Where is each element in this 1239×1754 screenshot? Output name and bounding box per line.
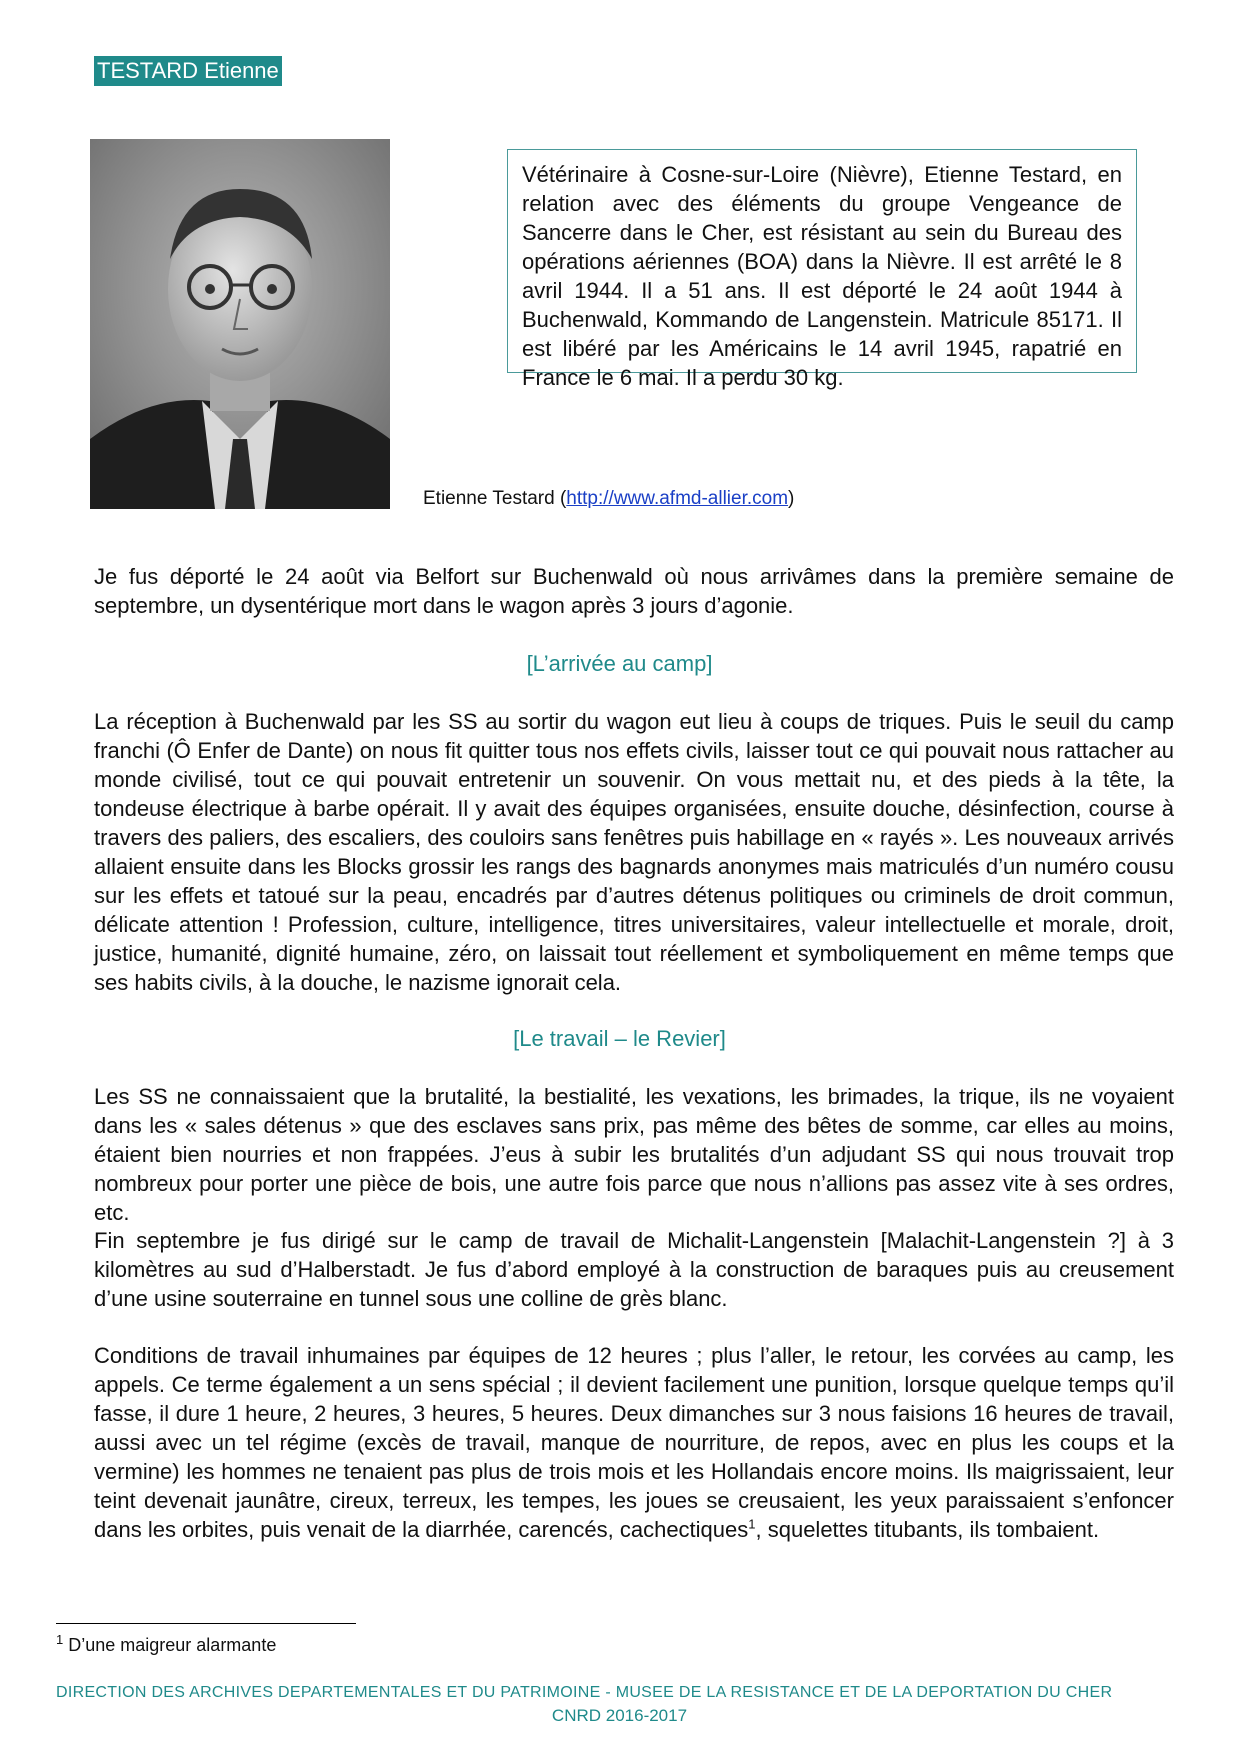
section-heading-arrival: [L’arrivée au camp] — [526, 651, 713, 676]
footnote-text: D’une maigreur alarmante — [63, 1635, 277, 1655]
footer-institution: DIRECTION DES ARCHIVES DEPARTEMENTALES ET DU PATRIMOINE - MUSEE DE LA RESISTANCE ET DE LA DEPORTATION DU CHER — [56, 1684, 1113, 1701]
footnote-number: 1 — [56, 1632, 64, 1647]
page-title: TESTARD Etienne — [94, 56, 282, 86]
paragraph-conditions — [94, 1341, 1174, 1544]
paragraph-deportation: Je fus déporté le 24 août via Belfort sur Buchenwald où nous arrivâmes dans la première semaine de septembre, un dysentérique mort dans le wagon après 3 jours d’agonie. — [94, 564, 1174, 618]
caption-link[interactable]: http://www.afmd-allier.com — [566, 488, 789, 509]
paragraph-arrival: La réception à Buchenwald par les SS au sortir du wagon eut lieu à coups de triques. Puis le seuil du camp franchi (Ô Enfer de Dante) on nous fit quitter tous nos effets civils, laisser tout ce qui pouvait nous rattacher au monde civilisé, tout ce qui pouvait entretenir un souvenir. On vous mettait nu, et des pieds à la tête, la tondeuse électrique à barbe opérait. Il y avait des équipes organisées, ensuite douche, désinfection, course à travers des paliers, des escaliers, des couloirs sans fenêtres puis habillage en « rayés ». Les nouveaux arrivés allaient ensuite dans les Blocks grossir les rangs des bagnards anonymes mais matriculés d’un numéro cousu sur les effets et tatoué sur la peau, encadrés par d’autres détenus politiques ou criminels de droit commun, délicate attention ! Profession, culture, intelligence, titres universitaires, valeur intellectuelle et morale, droit, justice, humanité, dignité humaine, zéro, on laissait tout réellement et symboliquement en même temps que ses habits civils, à la douche, le nazisme ignorait cela. — [94, 709, 1174, 995]
footnote-divider — [56, 1623, 356, 1624]
caption-label: Etienne Testard ( — [423, 488, 567, 509]
conditions-text: Conditions de travail inhumaines par équipes de 12 heures ; plus l’aller, le retour, les corvées au camp, les appels. Ce terme également a un sens spécial ; il devient facilement une punition, lorsque quelque temps qu’il fasse, il dure 1 heure, 2 heures, 3 heures, 5 heures. Deux dimanches sur 3 nous faisions 16 heures de travail, aussi avec un tel régime (excès de travail, manque de nourriture, de repos, avec en plus les coups et la vermine) les hommes ne tenaient pas plus de trois mois et les Hollandais encore moins. Ils maigrissaient, leur teint devenait jaunâtre, cireux, terreux, les tempes, les joues se creusaient, les yeux paraissaient s’enfoncer dans les orbites, puis venait de la diarrhée, carencés, cachectiques — [94, 1343, 1174, 1542]
section-heading-work: [Le travail – le Revier] — [513, 1026, 726, 1051]
caption-end: ) — [788, 488, 795, 509]
paragraph-langenstein: Fin septembre je fus dirigé sur le camp de travail de Michalit-Langenstein [Malachit-Langenstein ?] à 3 kilomètres au sud d’Halberstadt. Je fus d’abord employé à la construction de baraques puis au creusement d’une usine souterraine en tunnel sous une colline de grès blanc. — [94, 1228, 1174, 1311]
portrait-image — [90, 139, 390, 509]
footer-year: CNRD 2016-2017 — [551, 1706, 688, 1725]
photo-caption — [423, 488, 794, 510]
portrait-photo — [90, 139, 390, 509]
biography-text: Vétérinaire à Cosne-sur-Loire (Nièvre), Etienne Testard, en relation avec des éléments du groupe Vengeance de Sancerre dans le Cher, est résistant au sein du Bureau des opérations aériennes (BOA) dans la Nièvre. Il est arrêté le 8 avril 1944. Il a 51 ans. Il est déporté le 24 août 1944 à Buchenwald, Kommando de Langenstein. Matricule 85171. Il est libéré par les Américains le 14 avril 1945, rapatrié en France le 6 mai. Il a perdu 30 kg. — [522, 162, 1122, 390]
footnote-ref[interactable]: 1 — [748, 1516, 756, 1532]
biography-box — [507, 149, 1137, 390]
paragraph-brutality: Les SS ne connaissaient que la brutalité, la bestialité, les vexations, les brimades, la trique, ils ne voyaient dans les « sales détenus » que des esclaves sans prix, pas même des bêtes de somme, car elles au moins, étaient bien nourries et non frappées. J’eus à subir les brutalités d’un adjudant SS qui nous trouvait trop nombreux pour porter une pièce de bois, une autre fois parce que nous n’allions pas assez vite à ses ordres, etc. — [94, 1084, 1174, 1225]
footnote — [56, 1632, 277, 1656]
conditions-end: , squelettes titubants, ils tombaient. — [755, 1517, 1100, 1542]
